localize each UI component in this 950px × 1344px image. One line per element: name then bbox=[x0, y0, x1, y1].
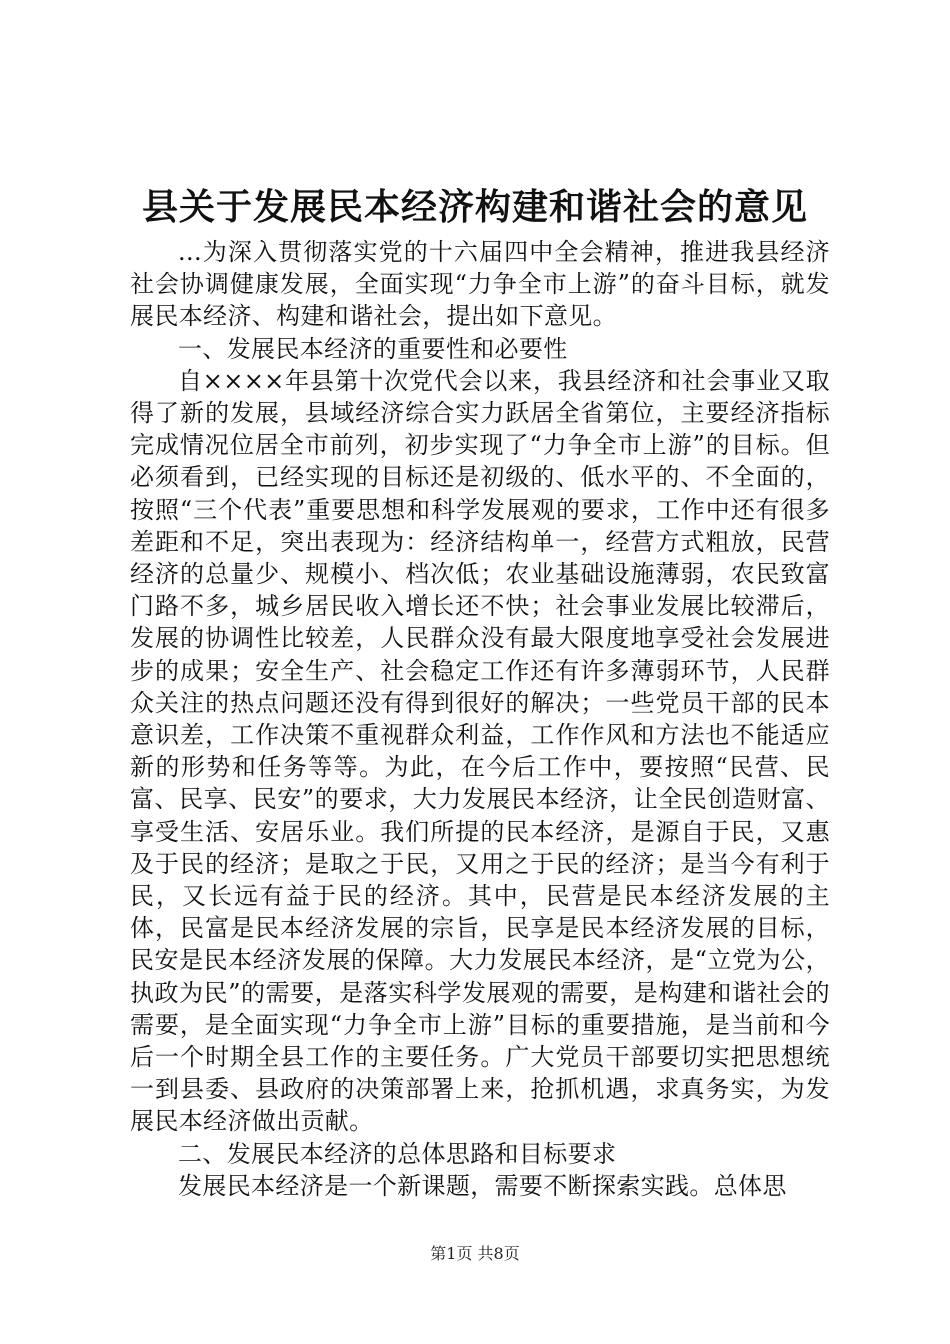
section-heading-1: 一、发展民本经济的重要性和必要性 bbox=[178, 334, 568, 363]
section-1-paragraph: 自××××年县第十次党代会以来，我县经济和社会事业又取得了新的发展，县域经济综合实力跃居全省第位，主要经济指标完成情况位居全市前列，初步实现了“力争全市上游”的目标。但必须看到，已经实现的目标还是初级的、低水平的、不全面的，按照“三个代表”重要思想和科学发展观的要求，工作中还有很多差距和不足，突出表现为：经济结构单一，经营方式粗放，民营经济的总量少、规模小、档次低；农业基础设施薄弱，农民致富门路不多，城乡居民收入增长还不快；社会事业发展比较滞后，发展的协调性比较差，人民群众没有最大限度地享受社会发展进步的成果；安全生产、社会稳定工作还有许多薄弱环节，人民群众关注的热点问题还没有得到很好的解决；一些党员干部的民本意识差，工作决策不重视群众利益，工作作风和方法也不能适应新的形势和任务等等。为此，在今后工作中，要按照“民营、民富、民享、民安”的要求，大力发展民本经济，让全民创造财富、享受生活、安居乐业。我们所提的民本经济，是源自于民，又惠及于民的经济；是取之于民，又用之于民的经济；是当今有利于民，又长远有益于民的经济。其中，民营是民本经济发展的主体，民富是民本经济发展的宗旨，民享是民本经济发展的目标，民安是民本经济发展的保障。大力发展民本经济，是“立党为公，执政为民”的需要，是落实科学发展观的需要，是构建和谐社会的需要，是全面实现“力争全市上游”目标的重要措施，是当前和今后一个时期全县工作的主要任务。广大党员干部要切实把思想统一到县委、县政府的决策部署上来，抢抓机遇，求真务实，为发展民本经济做出贡献。 bbox=[130, 366, 830, 1136]
document-body bbox=[130, 236, 830, 1202]
section-heading-2: 二、发展民本经济的总体思路和目标要求 bbox=[178, 1139, 617, 1168]
page-number-footer: 第1页 共8页 bbox=[430, 1244, 520, 1263]
document-title: 县关于发展民本经济构建和谐社会的意见 bbox=[141, 186, 808, 228]
section-2-paragraph: 发展民本经济是一个新课题，需要不断探索实践。总体思 bbox=[178, 1171, 787, 1200]
intro-paragraph: ...为深入贯彻落实党的十六届四中全会精神，推进我县经济社会协调健康发展，全面实现“力争全市上游”的奋斗目标，就发展民本经济、构建和谐社会，提出如下意见。 bbox=[130, 238, 830, 331]
